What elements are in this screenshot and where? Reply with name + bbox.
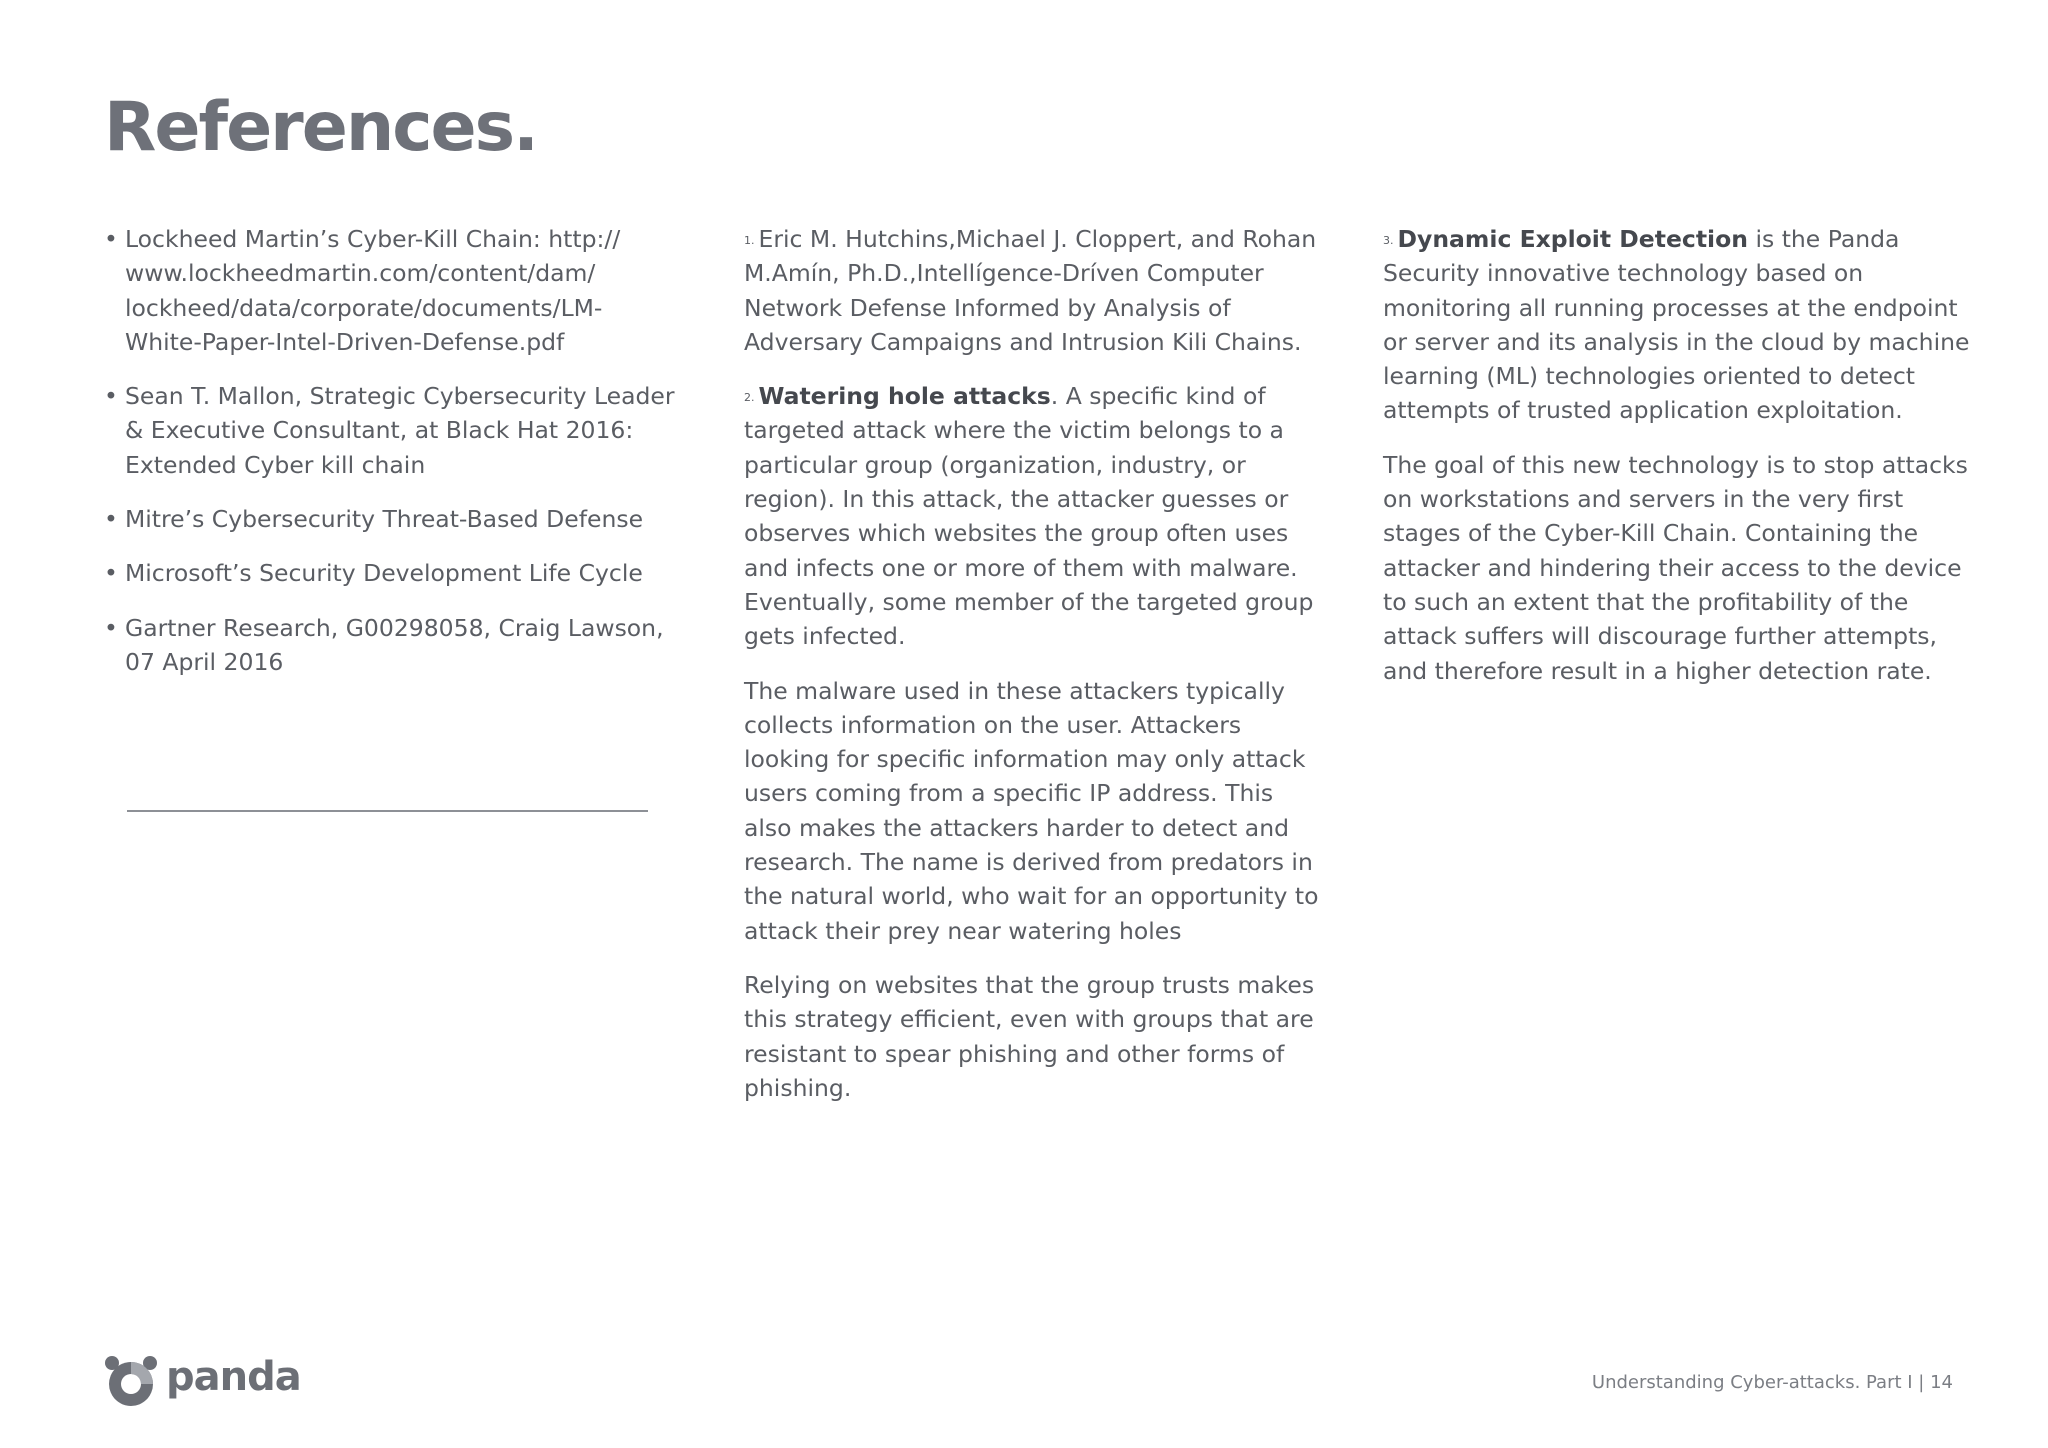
page-footer: Understanding Cyber-attacks. Part I | 14 (1591, 1372, 1953, 1393)
footnote-1 (744, 222, 1326, 359)
logo-wordmark: panda (166, 1354, 301, 1400)
footnote-term: Watering hole attacks (758, 382, 1051, 411)
bullet: • (104, 382, 118, 411)
list-item (104, 502, 684, 536)
reference-text: Gartner Research, G00298058, Craig Lawson, 07 April 2016 (125, 613, 664, 676)
reference-text-line: Lockheed Martin’s Cyber-Kill Chain: http:// (125, 225, 621, 253)
footnote-2-paragraph: The malware used in these attackers typically collects information on the user. Attackers looking for specific information may only attack users coming from a specific IP address. This also makes the attackers harder to detect and research. The name is derived from predators in the natural world, who wait for an opportunity to attack their prey near watering holes (744, 676, 1319, 945)
reference-text-line: White-Paper-Intel-Driven-Defense.pdf (125, 327, 565, 356)
list-item (104, 222, 684, 359)
references-column (104, 222, 684, 699)
bullet: • (104, 225, 118, 253)
bullet: • (104, 613, 118, 642)
footnote-marker: 1. (744, 234, 755, 247)
reference-text-line: lockheed/data/corporate/documents/LM- (125, 293, 603, 322)
divider (127, 810, 648, 812)
footnote-2-paragraph: Relying on websites that the group trusts makes this strategy efficient, even with groups that are resistant to spear phishing and other forms of phishing. (744, 970, 1315, 1102)
bullet: • (104, 559, 118, 588)
reference-text: Microsoft’s Security Development Life Cycle (125, 559, 643, 588)
footnote-term: Dynamic Exploit Detection (1397, 225, 1748, 253)
footnote-3-paragraph: The goal of this new technology is to stop attacks on workstations and servers in the very first stages of the Cyber-Kill Chain. Containing the attacker and hindering their access to the device to such an extent that the profitability of the attack suffers will discourage further attempts, and therefore result in a higher detection rate. (1383, 450, 1968, 685)
notes-column-middle (744, 222, 1326, 1125)
footnote-text: is the Panda Security innovative technology based on monitoring all running processes at the endpoint or server and its analysis in the cloud by machine learning (ML) technologies oriented to detect attempts of trusted application exploitation. (1383, 225, 1970, 425)
footnote-3 (1383, 222, 1973, 428)
footnote-marker: 2. (744, 391, 755, 405)
footnote-text: . A specific kind of targeted attack where the victim belongs to a particular group (organization, industry, or region). In this attack, the attacker guesses or observes which websites the group often uses and infects one or more of them with malware. Eventually, some member of the targeted group gets infected. (744, 382, 1314, 651)
list-item (104, 379, 684, 482)
notes-column-right (1383, 222, 1973, 708)
list-item (104, 611, 684, 680)
reference-text: Sean T. Mallon, Strategic Cybersecurity Leader & Executive Consultant, at Black Hat 2016: Extended Cyber kill chain (125, 382, 675, 479)
footnote-text: Eric M. Hutchins,Michael J. Cloppert, and Rohan M.Amín, Ph.D.,Intellígence-Dríven Computer Network Defense Informed by Analysis of Adversary Campaigns and Intrusion Kili Chains. (744, 225, 1317, 356)
reference-text-line: www.lockheedmartin.com/content/dam/ (125, 259, 596, 288)
panda-logo (104, 1354, 301, 1408)
footnote-2 (744, 379, 1326, 653)
reference-list (104, 222, 684, 679)
page-title: References. (104, 88, 537, 167)
reference-text: Mitre’s Cybersecurity Threat-Based Defense (125, 505, 644, 534)
list-item (104, 556, 684, 590)
panda-logo-icon (104, 1354, 158, 1408)
footnote-marker: 3. (1383, 234, 1394, 247)
bullet: • (104, 505, 118, 534)
